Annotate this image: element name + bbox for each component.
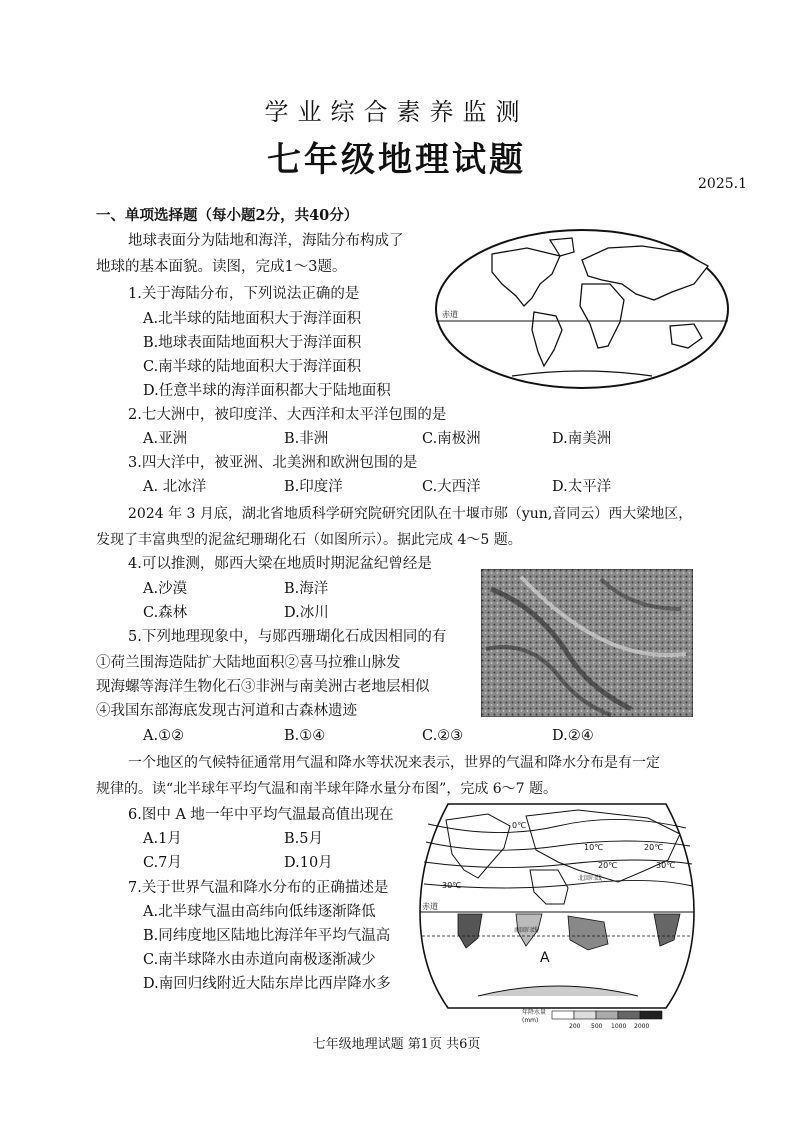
exam-title: 七年级地理试题 [267,140,526,180]
q1-option-b: B.地球表面陆地面积大于海洋面积 [143,335,362,351]
q1-option-a: A.北半球的陆地面积大于海洋面积 [143,311,362,327]
q7-option-b: B.同纬度地区陆地比海洋年平均气温高 [143,928,391,944]
legend-value-2000: 2000 [634,1023,650,1030]
section-heading: 一、单项选择题（每小题2分，共40分） [96,207,359,224]
q6-option-c: C.7月 [143,855,182,871]
q1-option-d: D.任意半球的海洋面积都大于陆地面积 [143,383,391,399]
q2-option-c: C.南极洲 [422,431,481,447]
q4-option-b: B.海洋 [284,581,329,597]
tropic-of-capricorn-label: 南回归线 [514,927,539,934]
passage-2-line-2: 发现了丰富典型的泥盆纪珊瑚化石（如图所示）。据此完成 4～5 题。 [96,532,522,548]
q3-option-c: C.大西洋 [422,479,481,495]
isotherm-label-0: 0℃ [512,821,527,830]
q4-option-a: A.沙漠 [143,581,188,597]
legend-title: 年降水量 [522,1009,547,1016]
q6-stem: 6.图中 A 地一年中平均气温最高值出现在 [128,807,394,823]
q2-option-b: B.非洲 [284,431,329,447]
legend-unit: (mm) [522,1017,539,1024]
isotherm-label-20-east: 20℃ [644,843,664,852]
q7-option-d: D.南回归线附近大陆东岸比西岸降水多 [143,976,391,992]
equator-label-2: 赤道 [422,902,438,911]
q1-stem: 1.关于海陆分布，下列说法正确的是 [128,286,360,302]
q5-statement-line-2: 现海螺等海洋生物化石③非洲与南美洲古老地层相似 [96,679,430,695]
passage-1-line-1: 地球表面分为陆地和海洋，海陆分布构成了 [128,233,404,249]
q5-statement-line-3: ④我国东部海底发现古河道和古森林遗迹 [96,703,357,719]
q5-stem: 5.下列地理现象中，与郧西珊瑚化石成因相同的有 [128,629,447,645]
legend-value-500: 500 [591,1023,603,1030]
tropic-of-cancer-label: 北回归线 [578,875,603,882]
passage-3-line-1: 一个地区的气候特征通常用气温和降水等状况来表示，世界的气温和降水分布是有一定 [128,755,660,771]
point-a-label: A [540,950,550,966]
passage-3-line-2: 规律的。读“北半球年平均气温和南半球年降水量分布图”，完成 6～7 题。 [96,781,558,797]
legend-value-1000: 1000 [611,1023,627,1030]
q4-option-d: D.冰川 [284,605,329,621]
isotherm-label-20: 20℃ [598,861,618,870]
passage-2-line-1: 2024 年 3 月底，湖北省地质科学研究院研究团队在十堰市郧（yun,音同云）西大梁地区， [128,506,693,522]
q7-option-a: A.北半球气温由高纬向低纬逐渐降低 [143,904,376,920]
q3-option-a: A. 北冰洋 [143,479,207,495]
q5-option-a: A.①② [143,728,185,744]
q2-option-d: D.南美洲 [552,431,612,447]
q2-option-a: A.亚洲 [143,431,188,447]
exam-series-title: 学业综合素养监测 [264,98,529,126]
passage-1-line-2: 地球的基本面貌。读图，完成1～3题。 [96,259,347,275]
q7-option-c: C.南半球降水由赤道向南极逐渐减少 [143,952,376,968]
equator-label: 赤道 [442,310,458,319]
q6-option-a: A.1月 [143,831,182,847]
q7-stem: 7.关于世界气温和降水分布的正确描述是 [128,880,389,896]
q5-statement-line-1: ①荷兰围海造陆扩大陆地面积②喜马拉雅山脉发 [96,655,401,671]
legend-value-200: 200 [569,1023,581,1030]
q5-option-b: B.①④ [284,728,326,744]
q5-option-c: C.②③ [422,728,464,744]
page-footer: 七年级地理试题 第1页 共6页 [312,1037,481,1052]
exam-date: 2025.1 [698,176,747,192]
q5-option-d: D.②④ [552,728,594,744]
temperature-precipitation-map [418,800,696,1032]
q3-option-d: D.太平洋 [552,479,612,495]
q3-option-b: B.印度洋 [284,479,343,495]
world-map-ocean-land [432,226,732,392]
q6-option-d: D.10月 [284,855,333,871]
q2-stem: 2.七大洲中，被印度洋、大西洋和太平洋包围的是 [128,407,447,423]
isotherm-label-30: 30℃ [656,861,676,870]
coral-fossil-photo [481,569,693,717]
isotherm-label-30-west: 30℃ [442,881,462,890]
q1-option-c: C.南半球的陆地面积大于海洋面积 [143,359,362,375]
q3-stem: 3.四大洋中，被亚洲、北美洲和欧洲包围的是 [128,455,418,471]
q6-option-b: B.5月 [284,831,323,847]
q4-option-c: C.森林 [143,605,188,621]
q4-stem: 4.可以推测，郧西大梁在地质时期泥盆纪曾经是 [128,556,432,572]
isotherm-label-10: 10℃ [584,843,604,852]
